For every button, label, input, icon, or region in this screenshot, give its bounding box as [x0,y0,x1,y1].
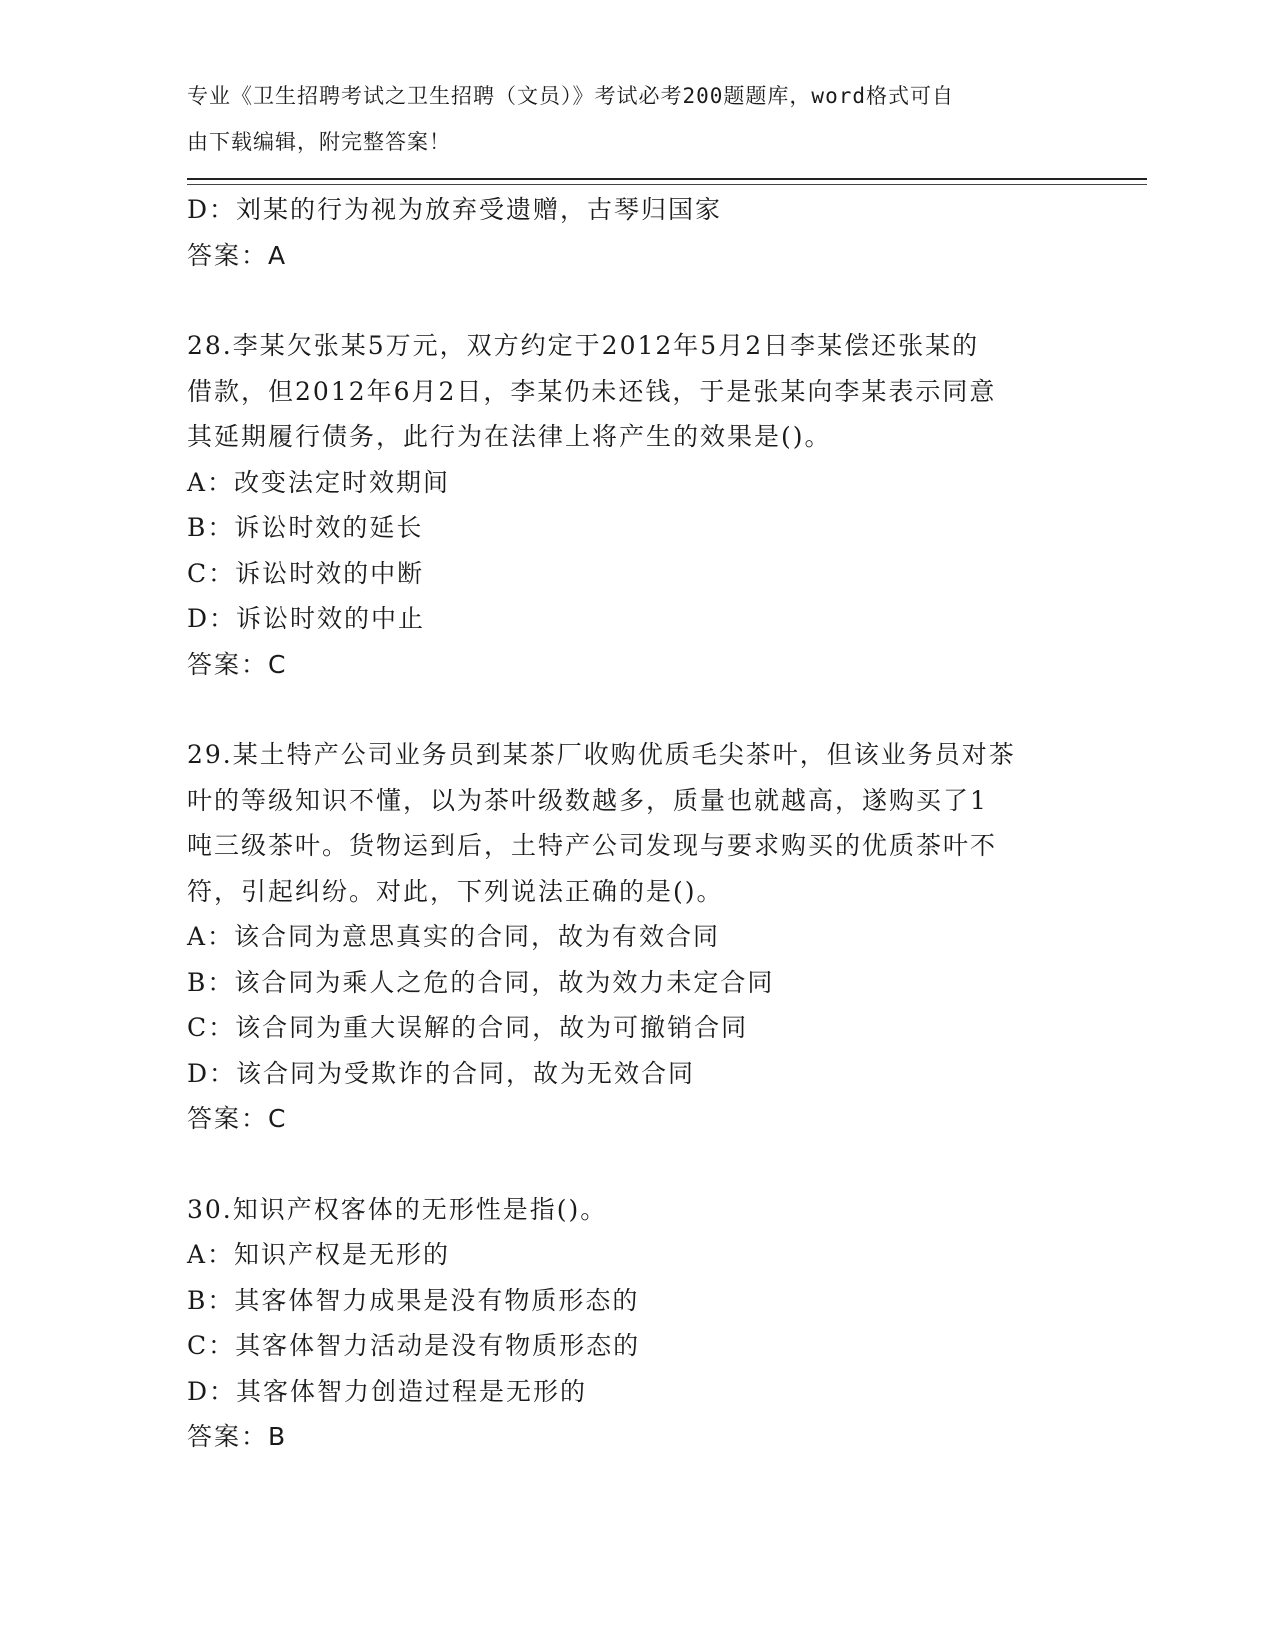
question-stem-line: 其延期履行债务，此行为在法律上将产生的效果是()。 [187,422,832,451]
answer-line: 答案：C [187,649,288,679]
answer-line: 答案：B [187,1422,288,1451]
question-stem-line: 符，引起纠纷。对此，下列说法正确的是()。 [187,876,724,906]
option-a: A：知识产权是无形的 [187,1240,451,1269]
option-d: D：诉讼时效的中止 [187,604,426,633]
header-line-1: 专业《卫生招聘考试之卫生招聘（文员）》考试必考200题题库，word格式可自 [187,84,954,108]
carryover-question [187,187,1087,278]
question-stem-line: 30.知识产权客体的无形性是指()。 [187,1194,608,1224]
answer-line: 答案：A [187,240,288,270]
spacer [187,687,1087,732]
option-a: A：该合同为意思真实的合同，故为有效合同 [187,922,721,951]
question-stem-line: 吨三级茶叶。货物运到后，土特产公司发现与要求购买的优质茶叶不 [187,831,998,860]
option-d: D：该合同为受欺诈的合同，故为无效合同 [187,1058,696,1088]
question-29 [187,732,1087,1142]
question-stem-line: 叶的等级知识不懂，以为茶叶级数越多，质量也就越高，遂购买了1 [187,785,988,815]
header-line-2: 由下载编辑，附完整答案！ [187,129,451,154]
question-30 [187,1187,1087,1460]
page-header [187,74,1087,165]
question-content [187,187,1087,1460]
option-c: C：诉讼时效的中断 [187,558,425,588]
option-b: B：该合同为乘人之危的合同，故为效力未定合同 [187,967,775,997]
question-stem-line: 29.某土特产公司业务员到某茶厂收购优质毛尖茶叶，但该业务员对茶 [187,740,1016,769]
option-b: B：其客体智力成果是没有物质形态的 [187,1285,640,1315]
option-c: C：该合同为重大误解的合同，故为可撤销合同 [187,1013,749,1042]
question-stem-line: 借款，但2012年6月2日，李某仍未还钱，于是张某向李某表示同意 [187,376,997,406]
spacer [187,1142,1087,1187]
header-divider-thick [187,178,1147,180]
question-stem-line: 28.李某欠张某5万元，双方约定于2012年5月2日李某偿还张某的 [187,331,980,360]
option-d: D：其客体智力创造过程是无形的 [187,1376,588,1406]
option-c: C：其客体智力活动是没有物质形态的 [187,1331,641,1360]
question-28 [187,323,1087,687]
option-b: B：诉讼时效的延长 [187,513,424,542]
answer-line: 答案：C [187,1104,288,1133]
spacer [187,278,1087,323]
option-d: D：刘某的行为视为放弃受遗赠，古琴归国家 [187,195,723,224]
option-a: A：改变法定时效期间 [187,467,451,497]
header-divider-thin [187,184,1147,185]
